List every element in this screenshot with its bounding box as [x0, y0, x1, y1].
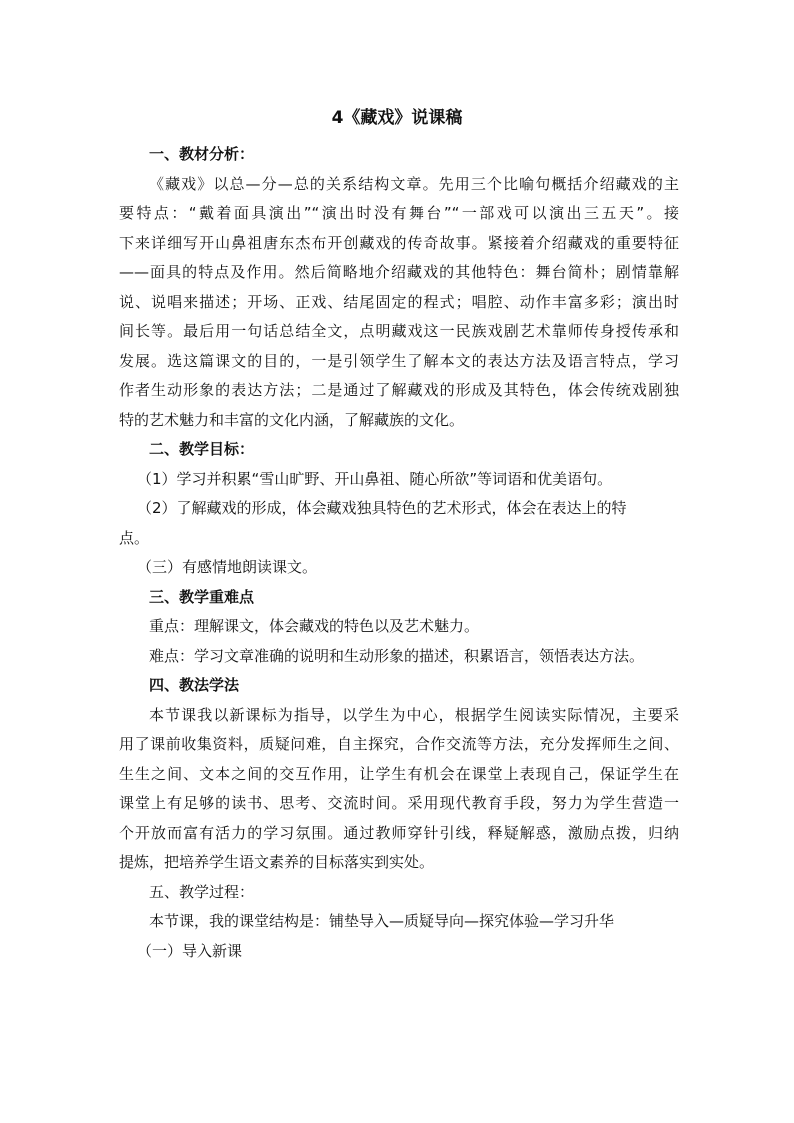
- key-point: 重点：理解课文，体会藏戏的特色以及艺术魅力。: [149, 617, 480, 635]
- section-heading-process: 五、教学过程：: [149, 882, 255, 901]
- objective-item-continued: 点。: [119, 528, 150, 547]
- paragraph-line: 作者生动形象的表达方法；二是通过了解藏戏的形成及其特色，体会传统戏剧独: [119, 381, 679, 399]
- paragraph-line: 用了课前收集资料，质疑问难，自主探究，合作交流等方法，充分发挥师生之间、: [119, 735, 679, 753]
- paragraph-line: 特的艺术魅力和丰富的文化内涵，了解藏族的文化。: [119, 410, 465, 429]
- section-heading-key-points: 三、教学重难点: [149, 587, 255, 606]
- paragraph-line: 《藏戏》以总—分—总的关系结构文章。先用三个比喻句概括介绍藏戏的主: [149, 174, 679, 193]
- class-structure: 本节课，我的课堂结构是：铺垫导入—质疑导向—探究体验—学习升华: [149, 912, 615, 930]
- paragraph-line: 说、说唱来描述；开场、正戏、结尾固定的程式；唱腔、动作丰富多彩；演出时: [119, 292, 679, 311]
- paragraph-line: 个开放而富有活力的学习氛围。通过教师穿针引线，释疑解惑，激励点拨，归纳: [119, 823, 679, 842]
- subsection-heading: （一）导入新课: [137, 941, 243, 960]
- document-body: [119, 140, 679, 966]
- objective-item: （2）了解藏戏的形成，体会藏戏独具特色的艺术形式，体会在表达上的特: [137, 499, 627, 517]
- paragraph-line: 课堂上有足够的读书、思考、交流时间。采用现代教育手段，努力为学生营造一: [119, 794, 679, 812]
- paragraph-line: 提炼，把培养学生语文素养的目标落实到实处。: [119, 853, 435, 871]
- section-heading-objectives: 二、教学目标：: [149, 440, 255, 458]
- section-heading-methods: 四、教法学法: [149, 676, 240, 694]
- paragraph-line: 间长等。最后用一句话总结全文，点明藏戏这一民族戏剧艺术靠师传身授传承和: [119, 322, 679, 340]
- paragraph-line: ——面具的特点及作用。然后简略地介绍藏戏的其他特色：舞台简朴；剧情靠解: [119, 263, 679, 281]
- objective-item: （三）有感情地朗读课文。: [137, 558, 318, 576]
- page-title: 4《藏戏》说课稿: [331, 108, 463, 128]
- difficult-point: 难点：学习文章准确的说明和生动形象的描述，积累语言，领悟表达方法。: [149, 646, 645, 665]
- section-heading-analysis: 一、教材分析：: [149, 145, 255, 163]
- paragraph-line: 本节课我以新课标为指导，以学生为中心，根据学生阅读实际情况，主要采: [149, 705, 679, 724]
- paragraph-line: 要特点：“戴着面具演出”“演出时没有舞台”“一部戏可以演出三五天”。接: [119, 204, 679, 222]
- paragraph-line: 下来详细写开山鼻祖唐东杰布开创藏戏的传奇故事。紧接着介绍藏戏的重要特征: [119, 233, 679, 252]
- paragraph-line: 生生之间、文本之间的交互作用，让学生有机会在课堂上表现自己，保证学生在: [119, 764, 679, 783]
- objective-item: （1）学习并积累“雪山旷野、开山鼻祖、随心所欲”等词语和优美语句。: [137, 469, 613, 488]
- paragraph-line: 发展。选这篇课文的目的，一是引领学生了解本文的表达方法及语言特点，学习: [119, 351, 679, 370]
